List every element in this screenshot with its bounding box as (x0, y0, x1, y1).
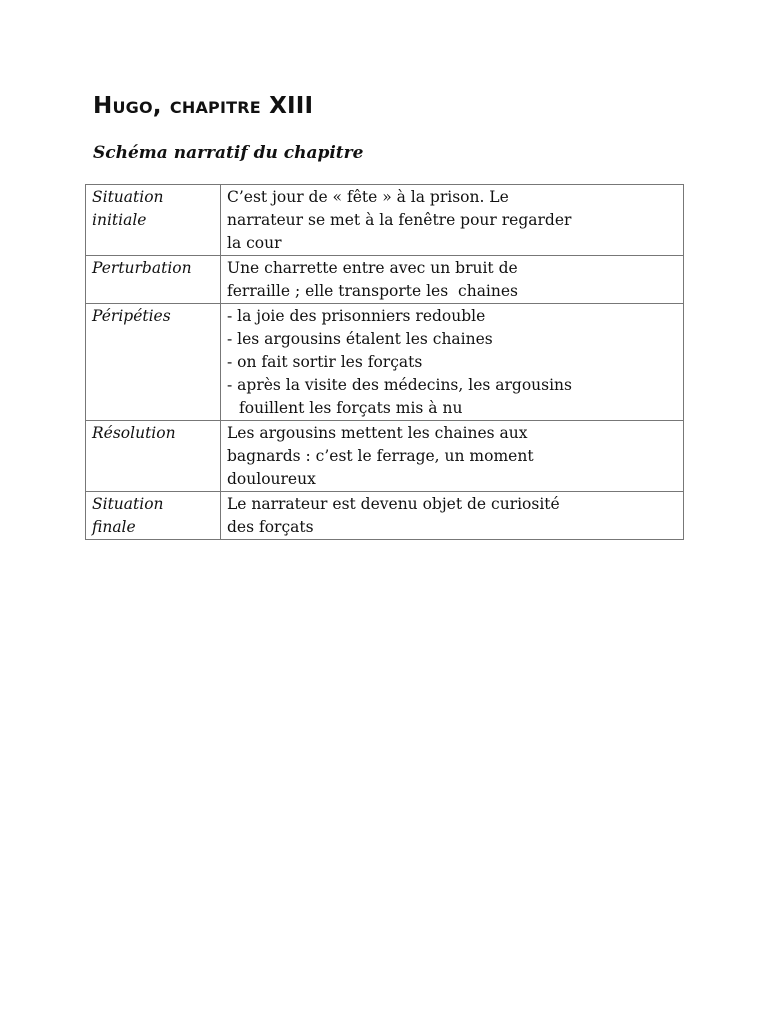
table-row-resolution (86, 421, 684, 492)
description-line: Les argousins mettent les chaines aux (227, 424, 528, 442)
description-line: Le narrateur est devenu objet de curiosité (227, 495, 560, 513)
narrative-schema-table (85, 184, 684, 540)
description-line: - on fait sortir les forçats (227, 353, 423, 371)
description-line: fouillent les forçats mis à nu (239, 399, 463, 417)
stage-label: Résolution (92, 424, 176, 442)
description-line: ferraille ; elle transporte les chaines (227, 282, 518, 300)
description-line: narrateur se met à la fenêtre pour regarder (227, 211, 572, 229)
description-line: - après la visite des médecins, les argousins (227, 376, 572, 394)
table-row-situation-initiale (86, 185, 684, 256)
description-cell (221, 256, 684, 304)
description-line: C’est jour de « fête » à la prison. Le (227, 188, 509, 206)
description-line: douloureux (227, 470, 316, 488)
page-subtitle: Schéma narratif du chapitre (93, 143, 364, 163)
stage-label: Perturbation (92, 259, 192, 277)
description-cell (221, 421, 684, 492)
description-line: Une charrette entre avec un bruit de (227, 259, 518, 277)
stage-label: Situation (92, 495, 164, 513)
description-cell (221, 304, 684, 421)
description-line: - les argousins étalent les chaines (227, 330, 493, 348)
description-cell (221, 185, 684, 256)
stage-cell (86, 185, 221, 256)
table-row-perturbation (86, 256, 684, 304)
stage-cell (86, 492, 221, 540)
description-line: la cour (227, 234, 282, 252)
table-row-peripeties (86, 304, 684, 421)
description-cell (221, 492, 684, 540)
stage-cell (86, 421, 221, 492)
stage-cell (86, 304, 221, 421)
stage-label: Péripéties (92, 307, 171, 325)
description-line: - la joie des prisonniers redouble (227, 307, 486, 325)
page-title: Hugo, chapitre XIII (93, 93, 314, 119)
description-line: des forçats (227, 518, 314, 536)
table-row-situation-finale (86, 492, 684, 540)
stage-cell (86, 256, 221, 304)
description-line: bagnards : c’est le ferrage, un moment (227, 447, 534, 465)
stage-label: finale (92, 518, 136, 536)
stage-label: initiale (92, 211, 147, 229)
stage-label: Situation (92, 188, 164, 206)
